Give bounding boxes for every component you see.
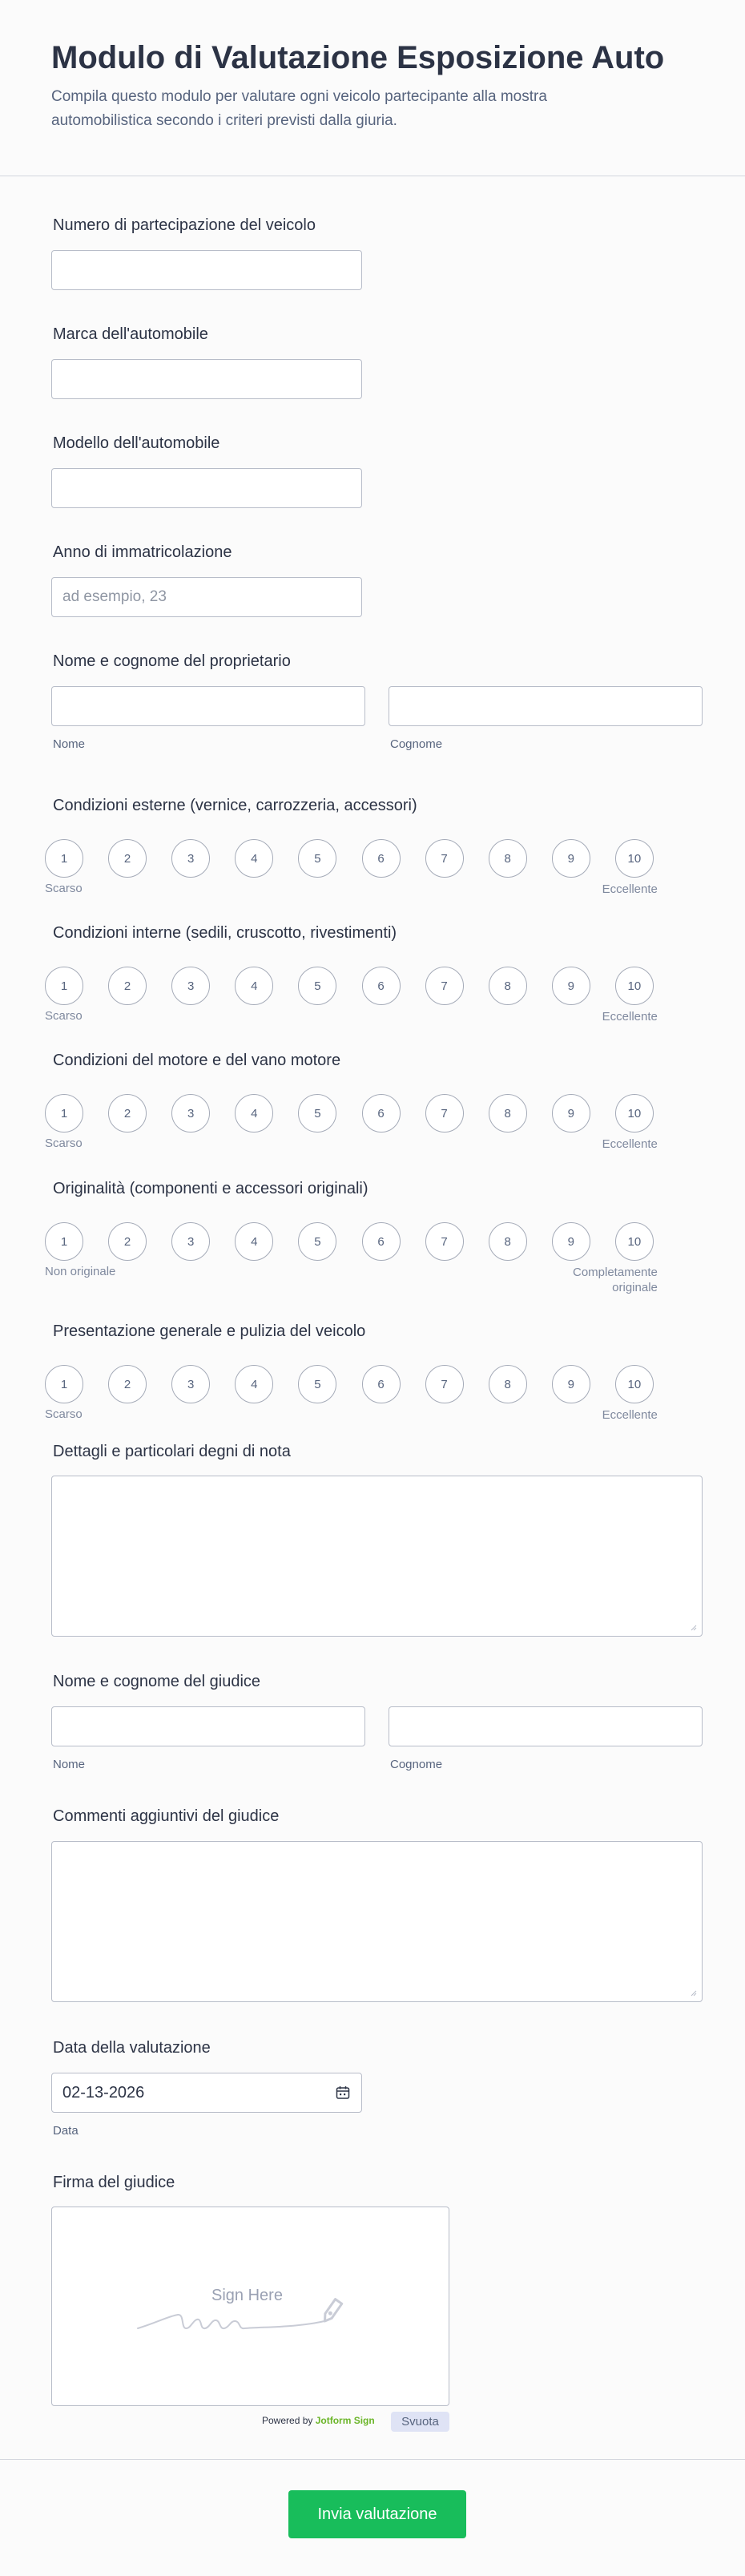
judge-last-name-sublabel: Cognome: [390, 1758, 443, 1771]
scale-option-10[interactable]: 10: [615, 839, 654, 878]
owner-last-name-sublabel: Cognome: [390, 737, 443, 751]
scale-option-7[interactable]: 7: [425, 1222, 464, 1261]
scale-option-9[interactable]: 9: [552, 967, 590, 1005]
scale-option-2[interactable]: 2: [108, 1094, 147, 1133]
scale-max-label: Eccellente: [602, 1010, 658, 1024]
judge-comments-textarea[interactable]: [51, 1841, 703, 2002]
scale-option-6[interactable]: 6: [362, 1365, 401, 1403]
scale-option-5[interactable]: 5: [298, 1222, 336, 1261]
scale-option-2[interactable]: 2: [108, 839, 147, 878]
signature-placeholder: Sign Here: [211, 2287, 283, 2304]
scale-option-2[interactable]: 2: [108, 1222, 147, 1261]
scale-option-7[interactable]: 7: [425, 839, 464, 878]
form-description: Compila questo modulo per valutare ogni veicolo partecipante alla mostra automobilistica secondo i criteri previsti dalla giuria.: [51, 88, 547, 129]
registration-year-label: Anno di immatricolazione: [53, 543, 232, 561]
scale-option-9[interactable]: 9: [552, 1365, 590, 1403]
scale-option-8[interactable]: 8: [489, 839, 527, 878]
scale-option-5[interactable]: 5: [298, 1365, 336, 1403]
scale-option-8[interactable]: 8: [489, 1094, 527, 1133]
scale-min-label: Scarso: [45, 882, 83, 895]
scale-question-label: Presentazione generale e pulizia del veicolo: [53, 1322, 366, 1340]
scale-option-8[interactable]: 8: [489, 1222, 527, 1261]
scale-option-7[interactable]: 7: [425, 967, 464, 1005]
scale-option-6[interactable]: 6: [362, 967, 401, 1005]
scale-option-5[interactable]: 5: [298, 1094, 336, 1133]
scale-option-1[interactable]: 1: [45, 839, 83, 878]
evaluation-date-sublabel: Data: [53, 2124, 79, 2138]
scale-option-3[interactable]: 3: [171, 967, 210, 1005]
scale-option-7[interactable]: 7: [425, 1365, 464, 1403]
scale-question-label: Condizioni esterne (vernice, carrozzeria, accessori): [53, 797, 417, 814]
scale-option-5[interactable]: 5: [298, 839, 336, 878]
participation-number-label: Numero di partecipazione del veicolo: [53, 216, 316, 234]
scale-option-4[interactable]: 4: [235, 1094, 273, 1133]
scale-max-label: Eccellente: [602, 1137, 658, 1151]
scale-option-4[interactable]: 4: [235, 839, 273, 878]
car-model-input[interactable]: [51, 468, 362, 508]
form-title: Modulo di Valutazione Esposizione Auto: [51, 40, 665, 75]
scale-min-label: Scarso: [45, 1009, 83, 1023]
scale-min-label: Scarso: [45, 1137, 83, 1150]
scale-option-2[interactable]: 2: [108, 1365, 147, 1403]
scale-min-label: Scarso: [45, 1407, 83, 1421]
notable-details-label: Dettagli e particolari degni di nota: [53, 1443, 291, 1460]
scale-question-label: Condizioni interne (sedili, cruscotto, rivestimenti): [53, 924, 397, 942]
scale-min-label: Non originale: [45, 1265, 116, 1278]
owner-last-name-input[interactable]: [389, 686, 703, 726]
scale-option-1[interactable]: 1: [45, 1365, 83, 1403]
owner-first-name-input[interactable]: [51, 686, 365, 726]
scale-option-10[interactable]: 10: [615, 1094, 654, 1133]
scale-option-4[interactable]: 4: [235, 1222, 273, 1261]
registration-year-input[interactable]: [51, 577, 362, 617]
scale-question-label: Originalità (componenti e accessori originali): [53, 1180, 368, 1197]
scale-option-6[interactable]: 6: [362, 1222, 401, 1261]
scale-option-9[interactable]: 9: [552, 839, 590, 878]
scale-option-10[interactable]: 10: [615, 1365, 654, 1403]
scale-max-label: Eccellente: [602, 1408, 658, 1422]
judge-name-label: Nome e cognome del giudice: [53, 1673, 261, 1690]
scale-option-4[interactable]: 4: [235, 1365, 273, 1403]
scale-max-label: Completamente originale: [573, 1266, 658, 1294]
evaluation-date-value: 02-13-2026: [62, 2083, 145, 2102]
owner-first-name-sublabel: Nome: [53, 737, 86, 751]
powered-by-text: Powered by Jotform Sign: [262, 2415, 375, 2426]
scale-option-9[interactable]: 9: [552, 1222, 590, 1261]
car-model-label: Modello dell'automobile: [53, 434, 220, 452]
scale-option-6[interactable]: 6: [362, 839, 401, 878]
scale-option-5[interactable]: 5: [298, 967, 336, 1005]
submit-button[interactable]: Invia valutazione: [288, 2490, 466, 2538]
evaluation-date-label: Data della valutazione: [53, 2039, 211, 2057]
participation-number-input[interactable]: [51, 250, 362, 290]
scale-option-4[interactable]: 4: [235, 967, 273, 1005]
owner-name-label: Nome e cognome del proprietario: [53, 652, 291, 670]
scale-option-1[interactable]: 1: [45, 1094, 83, 1133]
footer-divider: [0, 2459, 745, 2460]
scale-option-10[interactable]: 10: [615, 1222, 654, 1261]
scale-question-label: Condizioni del motore e del vano motore: [53, 1052, 341, 1069]
judge-first-name-input[interactable]: [51, 1706, 365, 1746]
scale-option-8[interactable]: 8: [489, 1365, 527, 1403]
scale-option-1[interactable]: 1: [45, 967, 83, 1005]
scale-option-9[interactable]: 9: [552, 1094, 590, 1133]
scale-option-10[interactable]: 10: [615, 967, 654, 1005]
scale-option-2[interactable]: 2: [108, 967, 147, 1005]
scale-option-3[interactable]: 3: [171, 1094, 210, 1133]
scale-option-3[interactable]: 3: [171, 839, 210, 878]
car-brand-input[interactable]: [51, 359, 362, 399]
scale-option-3[interactable]: 3: [171, 1222, 210, 1261]
scale-option-8[interactable]: 8: [489, 967, 527, 1005]
scale-option-3[interactable]: 3: [171, 1365, 210, 1403]
calendar-icon[interactable]: [335, 2085, 351, 2101]
judge-comments-label: Commenti aggiuntivi del giudice: [53, 1807, 280, 1825]
scale-option-6[interactable]: 6: [362, 1094, 401, 1133]
resize-grip-icon: [689, 1989, 697, 1997]
judge-first-name-sublabel: Nome: [53, 1758, 86, 1771]
signature-label: Firma del giudice: [53, 2174, 175, 2191]
scale-option-1[interactable]: 1: [45, 1222, 83, 1261]
notable-details-textarea[interactable]: [51, 1476, 703, 1637]
evaluation-date-input[interactable]: [51, 2073, 362, 2113]
signature-clear-button[interactable]: Svuota: [391, 2412, 449, 2432]
car-brand-label: Marca dell'automobile: [53, 325, 208, 343]
scale-option-7[interactable]: 7: [425, 1094, 464, 1133]
scale-max-label: Eccellente: [602, 882, 658, 896]
judge-last-name-input[interactable]: [389, 1706, 703, 1746]
resize-grip-icon: [689, 1623, 697, 1631]
